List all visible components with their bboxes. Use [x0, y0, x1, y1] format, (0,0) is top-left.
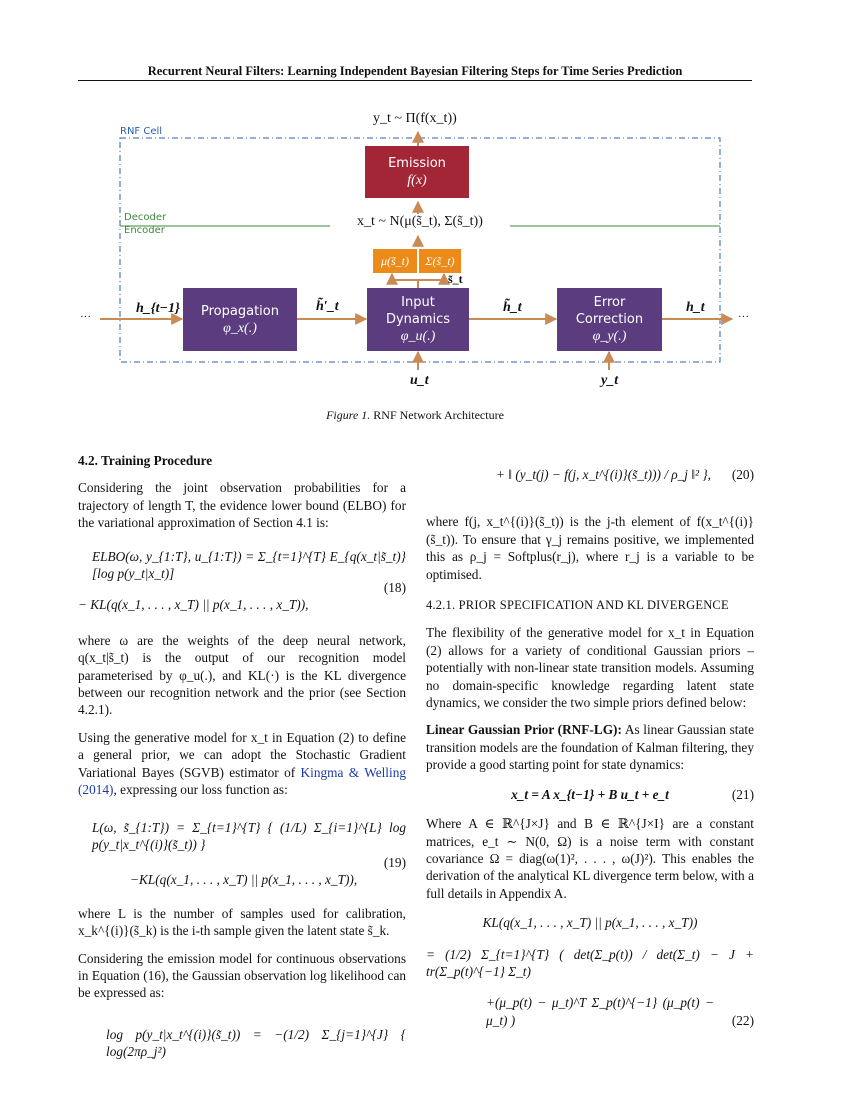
input-dynamics-fn: φ_u(.) — [400, 329, 436, 344]
equation-20-part-1 — [78, 1026, 406, 1061]
h-tilde-prime-label: h̃′_t — [316, 299, 339, 314]
s-tilde-label: s̃_t — [448, 272, 463, 286]
subsection-title: 4.2.1. PRIOR SPECIFICATION AND KL DIVERGENCE — [426, 598, 729, 613]
latent-distribution-label: x_t ~ N(μ(s̃_t), Σ(s̃_t)) — [357, 214, 483, 229]
y-input-label: y_t — [601, 373, 619, 388]
decoder-label: Decoder — [124, 212, 167, 223]
section-title: 4.2. Training Procedure — [78, 453, 213, 468]
encoder-label: Encoder — [124, 225, 165, 236]
ellipsis-right: ··· — [738, 311, 749, 323]
input-dynamics-title-2: Dynamics — [385, 312, 451, 327]
paragraph-elbo-intro: Considering the joint observation probabilities for a trajectory of length T, the evidence lower bound (ELBO) for the variational approximation of Section 4.1 is: — [78, 480, 406, 531]
eq19-line-1: L(ω, s̃_{1:T}) = Σ_{t=1}^{T} { (1/L) Σ_{i=1}^{L} log p(y_t|x_t^{(i)}(s̃_t)) } — [92, 819, 406, 852]
paragraph-softplus: where f(j, x_t^{(i)}(s̃_t)) is the j-th element of f(x_t^{(i)}(s̃_t)). To ensure that γ_j remains positive, we implemented this as ρ_j = Softplus(r_j), where r_j is a variable to be optimised. — [426, 514, 754, 582]
eq20-line-2: + ‖ (y_t(j) − f(j, x_t^{(i)}(s̃_t))) / ρ_j ‖² }, — [496, 467, 712, 482]
emission-fn: f(x) — [407, 173, 427, 188]
input-dynamics-title-1: Input — [401, 295, 435, 310]
eq19-line-2: −KL(q(x_1, . . . , x_T) || p(x_1, . . . , x_T)), — [130, 872, 358, 888]
paragraph-linear-gaussian — [426, 721, 754, 773]
u-input-label: u_t — [410, 373, 429, 388]
mu-box: μ(s̃_t) — [373, 249, 417, 273]
error-correction-fn: φ_y(.) — [592, 329, 627, 344]
h-out-label: h_t — [686, 300, 705, 315]
error-correction-title-2: Correction — [575, 312, 644, 327]
paragraph-prior-flexibility: The flexibility of the generative model for x_t in Equation (2) allows for a variety of conditional Gaussian priors – potentially with non-linear state transition models. Assuming no domain-specific knowledge regarding latent state dynamics, we consider the two simple priors defined below: — [426, 625, 754, 711]
paragraph-sgvb-b: , expressing our loss function as: — [113, 782, 288, 798]
running-head: Recurrent Neural Filters: Learning Independent Bayesian Filtering Steps for Time Series Prediction — [147, 64, 683, 78]
eq18-line-2: − KL(q(x_1, . . . , x_T) || p(x_1, . . . , x_T)), — [78, 597, 309, 613]
eq21-body: x_t = A x_{t−1} + B u_t + e_t — [511, 786, 669, 802]
error-correction-box — [557, 288, 662, 351]
eq20-line-1: log p(y_t|x_t^{(i)}(s̃_t)) = −(1/2) Σ_{j=1}^{J} { log(2πρ_j²) — [106, 1026, 406, 1060]
propagation-title: Propagation — [201, 303, 279, 319]
rnf-cell-label: RNF Cell — [120, 126, 163, 137]
linear-gaussian-text: As linear Gaussian state transition models are the foundation of Kalman filtering, they provide a good starting point for state dynamics: — [426, 722, 754, 773]
right-column — [426, 452, 754, 1041]
left-column — [78, 452, 406, 1073]
citation-kingma-welling[interactable]: Kingma & Welling (2014) — [78, 764, 406, 798]
emission-box — [365, 146, 469, 198]
eq20-number: (20) — [731, 467, 754, 482]
ellipsis-left: ··· — [80, 311, 91, 323]
propagation-box — [183, 288, 297, 351]
output-distribution-label: y_t ~ Π(f(x_t)) — [373, 111, 457, 126]
equation-22 — [426, 914, 754, 1029]
eq18-line-1: ELBO(ω, y_{1:T}, u_{1:T}) = Σ_{t=1}^{T} E_{q(x_t|s̃_t)} [log p(y_t|x_t)] — [92, 548, 406, 582]
header-rule — [78, 80, 752, 81]
paragraph-weights: where ω are the weights of the deep neural network, q(x_t|s̃_t) is the output of our recognition model parameterised by φ_u(.), and KL(·) is the KL divergence between our recognition network and the prior (see Section 4.2.1). — [78, 632, 406, 718]
h-prev-label: h_{t−1} — [136, 301, 180, 316]
rnf-architecture-figure — [0, 100, 850, 400]
paragraph-sgvb-a: Using the generative model for x_t in Equation (2) to define a general prior, we can adopt the Stochastic Gradient Variational Bayes (SGVB) estimator of — [78, 729, 406, 780]
eq18-number: (18) — [383, 579, 406, 595]
paragraph-emission-model: Considering the emission model for continuous observations in Equation (16), the Gaussian observation log likelihood can be expressed as: — [78, 950, 406, 1001]
eq21-number: (21) — [731, 786, 754, 802]
figure-caption — [78, 408, 752, 423]
equation-18 — [78, 548, 406, 614]
eq19-number: (19) — [383, 854, 406, 870]
equation-19 — [78, 819, 406, 889]
equation-21 — [426, 786, 754, 803]
emission-title: Emission — [388, 156, 446, 171]
eq22-line-3: +(μ_p(t) − μ_t)^T Σ_p(t)^{−1} (μ_p(t) − μ_t) ) — [486, 995, 714, 1028]
error-correction-title-1: Error — [593, 295, 626, 310]
figure-caption-label: Figure 1. — [326, 408, 371, 422]
input-dynamics-box — [367, 288, 469, 351]
linear-gaussian-heading: Linear Gaussian Prior (RNF-LG): — [426, 722, 622, 738]
eq22-line-1: KL(q(x_1, . . . , x_T) || p(x_1, . . . , x_T)) — [482, 915, 698, 931]
equation-20-part-2 — [426, 466, 754, 483]
eq22-line-2: = (1/2) Σ_{t=1}^{T} ( det(Σ_p(t)) / det(Σ_t) − J + tr(Σ_p(t)^{−1} Σ_t) — [426, 946, 754, 979]
sigma-box: Σ(s̃_t) — [419, 249, 461, 273]
paragraph-noise-term: Where A ∈ ℝ^{J×J} and B ∈ ℝ^{J×I} are a constant matrices, e_t ∼ N(0, Ω) is a noise term with constant covariance Ω = diag(ω(1)², . . . , ω(J)²). This enables the derivation of the analytical KL divergence term below, with a full details in Appendix A. — [426, 816, 754, 901]
paragraph-sgvb — [78, 729, 406, 799]
figure-caption-text: RNF Network Architecture — [373, 408, 504, 422]
eq22-number: (22) — [731, 1012, 754, 1028]
h-tilde-label: h̃_t — [503, 300, 522, 315]
paragraph-samples: where L is the number of samples used for calibration, x_k^{(i)}(s̃_k) is the i-th sample given the latent state s̃_k. — [78, 905, 406, 939]
propagation-fn: φ_x(.) — [223, 320, 257, 336]
